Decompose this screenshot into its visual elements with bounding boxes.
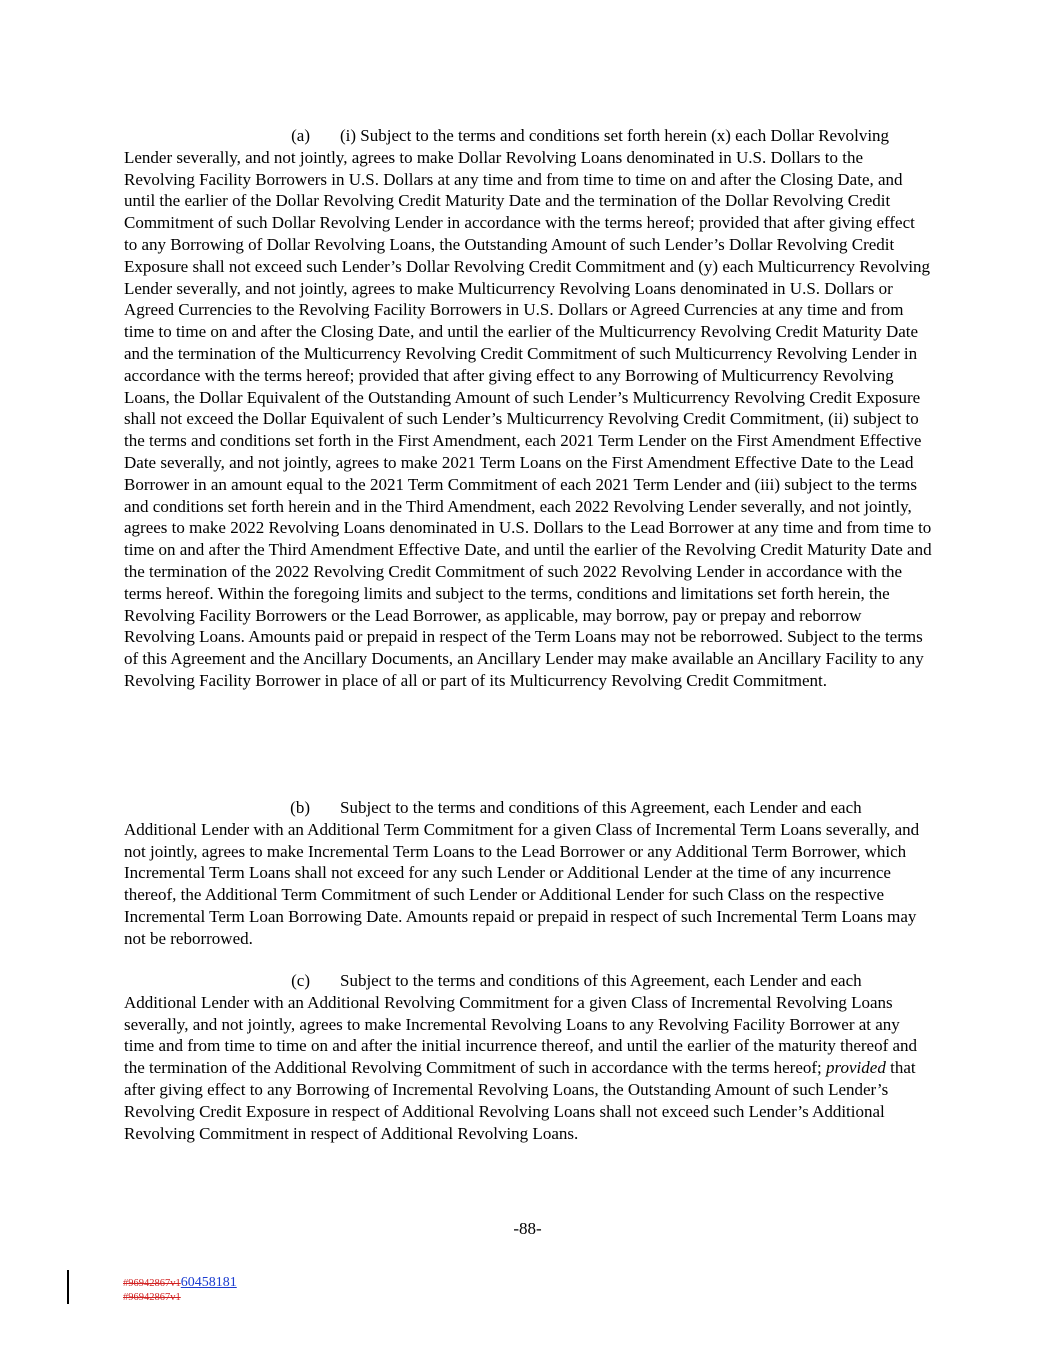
footer-doc-id-line-2 — [123, 1291, 181, 1304]
paragraph-text-b: Subject to the terms and conditions of this Agreement, each Lender and each Additional Lender with an Additional Term Commitment for a given Class of Incremental Term Loans severally, and not jointly, agrees to make Incremental Term Loans to the Lead Borrower or any Additional Term Borrower, which Incremental Term Loans shall not exceed for any such Lender or Additional Lender at the time of any incurrence thereof, the Additional Term Commitment of such Lender or Additional Lender for such Class on the respective Incremental Term Loan Borrowing Date. Amounts repaid or prepaid in respect of such Incremental Term Loans may not be reborrowed. — [124, 798, 920, 948]
paragraph-text-a: (i) Subject to the terms and conditions set forth herein (x) each Dollar Revolving Lender severally, and not jointly, agrees to make Dollar Revolving Loans denominated in U.S. Dollars to the Revolving Facility Borrowers in U.S. Dollars at any time and from time to time on and after the Closing Date, and until the earlier of the Dollar Revolving Credit Maturity Date and the termination of the Dollar Revolving Credit Commitment of such Dollar Revolving Lender in accordance with the terms hereof; provided that after giving effect to any Borrowing of Dollar Revolving Loans, the Outstanding Amount of such Lender’s Dollar Revolving Credit Exposure shall not exceed such Lender’s Dollar Revolving Credit Commitment and (y) each Multicurrency Revolving Lender severally, and not jointly, agrees to make Multicurrency Revolving Loans denominated in U.S. Dollars or Agreed Currencies to the Revolving Facility Borrowers in U.S. Dollars or Agreed Currencies at any time and from time to time on and after the Closing Date, and until the earlier of the Multicurrency Revolving Credit Maturity Date and the termination of the Multicurrency Revolving Credit Commitment of such Multicurrency Revolving Lender in accordance with the terms hereof; provided that after giving effect to any Borrowing of Multicurrency Revolving Loans, the Dollar Equivalent of the Outstanding Amount of such Lender’s Multicurrency Revolving Credit Exposure shall not exceed the Dollar Equivalent of such Lender’s Multicurrency Revolving Credit Commitment, (ii) subject to the terms and conditions set forth in the First Amendment, each 2021 Term Lender on the First Amendment Effective Date severally, and not jointly, agrees to make 2021 Term Loans on the First Amendment Effective Date to the Lead Borrower in an amount equal to the 2021 Term Commitment of each 2021 Term Lender and (iii) subject to the terms and conditions set forth herein and in the Third Amendment, each 2022 Revolving Lender severally, and not jointly, agrees to make 2022 Revolving Loans denominated in U.S. Dollars to the Lead Borrower at any time and from time to time on and after the Third Amendment Effective Date, and until the earlier of the Revolving Credit Maturity Date and the termination of the 2022 Revolving Credit Commitment of such 2022 Revolving Lender in accordance with the terms hereof. Within the foregoing limits and subject to the terms, conditions and limitations set forth herein, the Revolving Facility Borrowers or the Lead Borrower, as applicable, may borrow, pay or prepay and reborrow Revolving Loans. Amounts paid or prepaid in respect of the Term Loans may not be reborrowed. Subject to the terms of this Agreement and the Ancillary Documents, an Ancillary Lender may make available an Ancillary Facility to any Revolving Facility Borrower in place of all or part of its Multicurrency Revolving Credit Commitment. — [124, 126, 932, 690]
paragraph-label-a: (a) — [291, 126, 310, 145]
change-bar — [67, 1270, 69, 1304]
footer-doc-id-line-1 — [123, 1276, 237, 1290]
paragraph-label-c: (c) — [291, 971, 310, 990]
paragraph-label-b: (b) — [290, 798, 310, 817]
paragraph-c — [124, 970, 932, 1144]
paragraph-b — [124, 797, 932, 950]
page-number: -88- — [513, 1219, 542, 1238]
footer-deleted-id-2: #96942867v1 — [123, 1292, 181, 1303]
paragraph-text-c-before: Subject to the terms and conditions of this Agreement, each Lender and each Additional Lender with an Additional Revolving Commitment for a given Class of Incremental Revolving Loans severally, and not jointly, agrees to make Incremental Revolving Loans to any Revolving Facility Borrower at any time and from time to time on and after the initial incurrence thereof, and until the earlier of the maturity thereof and the termination of the Additional Revolving Commitment of such in accordance with the terms hereof; — [124, 971, 918, 1078]
paragraph-text-c-emphasis: provided — [826, 1058, 886, 1078]
paragraph-a — [124, 125, 932, 692]
footer-inserted-id: 60458181 — [180, 1275, 237, 1290]
paragraph-text-c-after: that after giving effect to any Borrowing of Incremental Revolving Loans, the Outstanding Amount of such Lender’s Revolving Credit Exposure in respect of Additional Revolving Loans shall not exceed such Lender’s Additional Revolving Commitment in respect of Additional Revolving Loans. — [124, 1058, 916, 1143]
footer-deleted-id: #96942867v1 — [123, 1278, 181, 1289]
